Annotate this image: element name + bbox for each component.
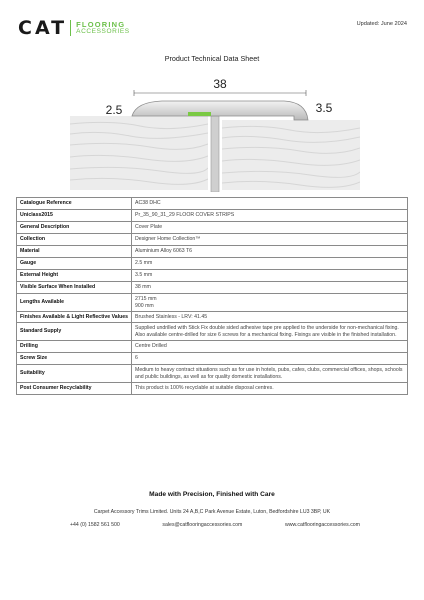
spec-value <box>132 294 408 312</box>
table-row <box>17 210 408 222</box>
table-row <box>17 258 408 270</box>
logo-subtitle <box>76 21 130 35</box>
updated-date: Updated: June 2024 <box>356 21 407 27</box>
spec-value: 6 <box>132 353 408 365</box>
table-row <box>17 234 408 246</box>
spec-value: 38 mm <box>132 282 408 294</box>
table-row <box>17 353 408 365</box>
spec-value: Brushed Stainless - LRV: 41.45 <box>132 312 408 323</box>
spec-label: Collection <box>17 234 132 246</box>
brand-logo <box>18 17 130 39</box>
spec-value: 3.5 mm <box>132 270 408 282</box>
table-row <box>17 312 408 323</box>
contact-row <box>70 522 360 528</box>
spec-label: External Height <box>17 270 132 282</box>
spec-value: This product is 100% recyclable at suitable disposal centres. <box>132 383 408 395</box>
email-link[interactable]: sales@catflooringaccessories.com <box>162 522 243 528</box>
website-link[interactable]: www.catflooringaccessories.com <box>285 522 360 528</box>
phone-number: +44 (0) 1582 561 500 <box>70 522 120 528</box>
wood-floor-right <box>222 120 360 190</box>
table-row <box>17 270 408 282</box>
left-thickness-label: 2.5 <box>105 103 123 117</box>
spec-value: Medium to heavy contract situations such as for use in hotels, pubs, cafes, clubs, commercial offices, shops, schools and public buildings, as well as for quality domestic installations. <box>132 365 408 383</box>
table-row <box>17 341 408 353</box>
spec-value: Designer Home Collection™ <box>132 234 408 246</box>
spec-label: Screw Size <box>17 353 132 365</box>
logo-sub-line1: FLOORING <box>76 20 126 29</box>
spec-value: Centre Drilled <box>132 341 408 353</box>
logo-divider <box>70 20 71 36</box>
spec-value: Cover Plate <box>132 222 408 234</box>
table-row <box>17 222 408 234</box>
table-row <box>17 198 408 210</box>
spec-label: Finishes Available & Light Reflective Values <box>17 312 132 323</box>
table-row <box>17 383 408 395</box>
profile-leg <box>211 116 219 192</box>
table-row <box>17 282 408 294</box>
width-label: 38 <box>213 77 227 91</box>
spec-value: Pr_35_90_31_29 FLOOR COVER STRIPS <box>132 210 408 222</box>
spec-label: Gauge <box>17 258 132 270</box>
logo-wordmark: CAT <box>18 17 68 39</box>
spec-label: Suitability <box>17 365 132 383</box>
spec-label: Drilling <box>17 341 132 353</box>
spec-value: AC38 DHC <box>132 198 408 210</box>
footer-tagline: Made with Precision, Finished with Care <box>149 491 275 498</box>
spec-value: 2.5 mm <box>132 258 408 270</box>
adhesive-tape <box>188 112 211 116</box>
length-option: 900 mm <box>135 302 154 309</box>
spec-table <box>16 197 408 395</box>
spec-label: General Description <box>17 222 132 234</box>
spec-label: Post Consumer Recyclability <box>17 383 132 395</box>
spec-label: Uniclass2015 <box>17 210 132 222</box>
table-row <box>17 294 408 312</box>
table-row <box>17 246 408 258</box>
right-height-label: 3.5 <box>315 101 333 115</box>
spec-value: Supplied undrilled with Stick Fix double sided adhesive tape pre applied to the underside for non-mechanical fixing. Also available centre-drilled for size 6 screws for a mechanical fixing. Fixings are visible in the finished installation. <box>132 323 408 341</box>
spec-label: Lengths Available <box>17 294 132 312</box>
sheet-title: Product Technical Data Sheet <box>164 54 260 63</box>
spec-label: Visible Surface When Installed <box>17 282 132 294</box>
spec-value: Aluminium Alloy 6063 T6 <box>132 246 408 258</box>
wood-floor-left <box>70 116 208 190</box>
table-row <box>17 365 408 383</box>
spec-label: Material <box>17 246 132 258</box>
spec-label: Catalogue Reference <box>17 198 132 210</box>
table-row <box>17 323 408 341</box>
company-address: Carpet Accessory Trims Limited. Units 24 A,B,C Park Avenue Estate, Luton, Bedfordshire LU3 3BP, UK <box>93 509 331 515</box>
spec-label: Standard Supply <box>17 323 132 341</box>
logo-sub-line2: ACCESSORIES <box>76 28 130 35</box>
profile-diagram <box>70 72 360 192</box>
length-option: 2715 mm <box>135 295 157 302</box>
